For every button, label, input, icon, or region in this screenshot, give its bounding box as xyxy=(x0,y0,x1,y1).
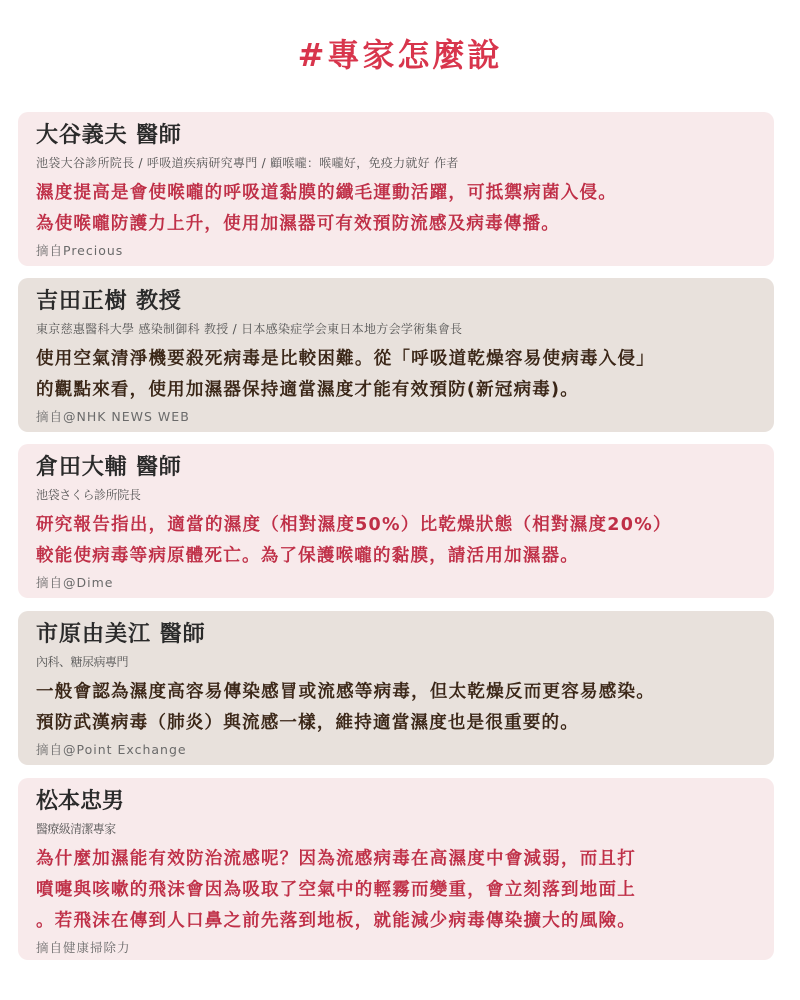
expert-quote xyxy=(36,344,774,406)
quote-source: 摘自Precious xyxy=(36,243,124,258)
expert-quote xyxy=(36,844,774,937)
expert-name: 倉田大輔 醫師 xyxy=(36,455,182,480)
expert-role: 池袋さくら診所院長 xyxy=(36,488,141,502)
expert-name: 大谷義夫 醫師 xyxy=(36,123,182,148)
quote-line: 研究報告指出，適當的濕度（相對濕度50%）比乾燥狀態（相對濕度20%） xyxy=(36,515,672,535)
quote-source: 摘自@Point Exchange xyxy=(36,742,187,757)
expert-role: 內科、糖尿病專門 xyxy=(36,655,129,669)
quote-line: 的觀點來看，使用加濕器保持適當濕度才能有效預防(新冠病毒)。 xyxy=(36,380,579,400)
quote-source: 摘自健康掃除力 xyxy=(36,940,131,955)
quote-source: 摘自@NHK NEWS WEB xyxy=(36,409,190,424)
expert-quote xyxy=(36,677,774,739)
expert-card xyxy=(18,778,774,960)
expert-card xyxy=(18,444,774,598)
quote-line: 較能使病毒等病原體死亡。為了保護喉嚨的黏膜，請活用加濕器。 xyxy=(36,546,579,566)
expert-card xyxy=(18,278,774,432)
quote-line: 為使喉嚨防護力上升，使用加濕器可有效預防流感及病毒傳播。 xyxy=(36,214,560,234)
expert-role: 池袋大谷診所院長 / 呼吸道疾病研究專門 / 顧喉嚨：喉嚨好，免疫力就好 作者 xyxy=(36,156,459,170)
quote-line: 使用空氣清淨機要殺死病毒是比較困難。從「呼吸道乾燥容易使病毒入侵」 xyxy=(36,349,655,369)
quote-line: 一般會認為濕度高容易傳染感冒或流感等病毒，但太乾燥反而更容易感染。 xyxy=(36,682,655,702)
expert-name: 市原由美江 醫師 xyxy=(36,622,206,647)
expert-role: 東京慈惠醫科大學 感染制御科 教授 / 日本感染症学会東日本地方会学術集會長 xyxy=(36,322,463,336)
quote-source: 摘自@Dime xyxy=(36,575,114,590)
expert-role: 醫療級清潔專家 xyxy=(36,822,116,836)
expert-card xyxy=(18,112,774,266)
quote-line: 噴嚏與咳嗽的飛沫會因為吸取了空氣中的輕霧而變重，會立刻落到地面上 xyxy=(36,880,636,900)
expert-quote xyxy=(36,178,774,240)
expert-card xyxy=(18,611,774,765)
expert-name: 松本忠男 xyxy=(36,789,125,814)
expert-quote xyxy=(36,510,774,572)
quote-line: 為什麼加濕能有效防治流感呢？因為流感病毒在高濕度中會減弱，而且打 xyxy=(36,849,636,869)
quote-line: 濕度提高是會使喉嚨的呼吸道黏膜的纖毛運動活躍，可抵禦病菌入侵。 xyxy=(36,183,617,203)
expert-name: 吉田正樹 教授 xyxy=(36,289,182,314)
quote-line: 預防武漢病毒（肺炎）與流感一樣，維持適當濕度也是很重要的。 xyxy=(36,713,579,733)
quote-line: 。若飛沫在傳到人口鼻之前先落到地板，就能減少病毒傳染擴大的風險。 xyxy=(36,911,636,931)
page-title: #專家怎麼說 xyxy=(297,36,503,74)
